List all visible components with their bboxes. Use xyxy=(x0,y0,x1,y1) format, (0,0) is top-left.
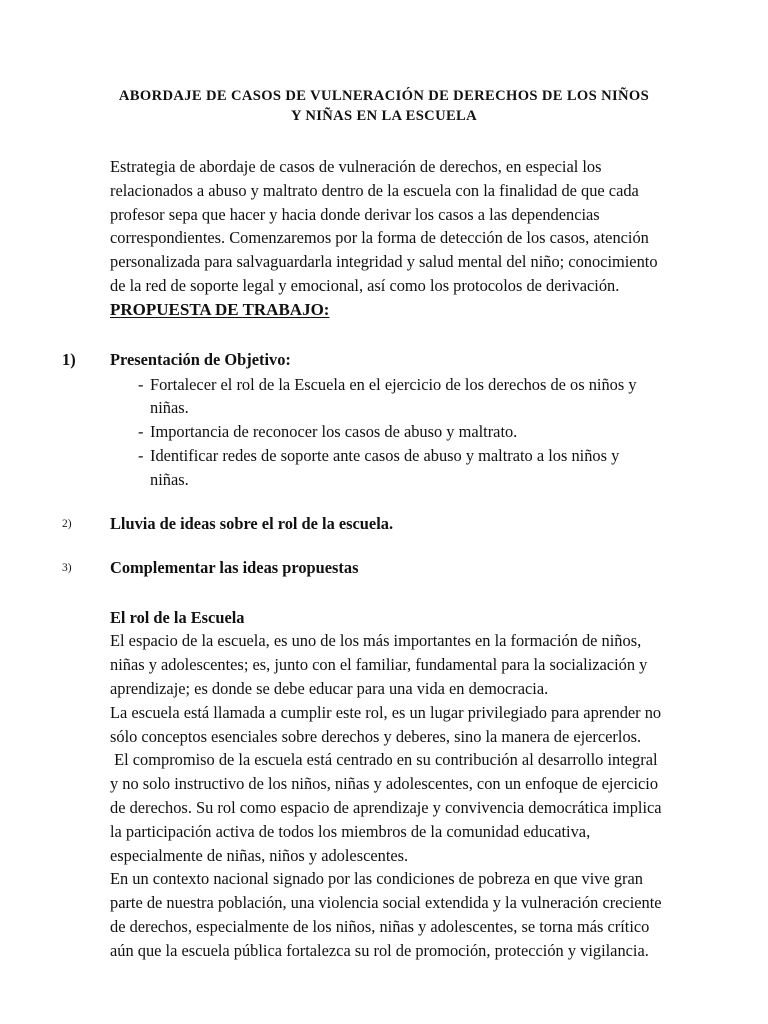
sub-bullet-text: Importancia de reconocer los casos de abuso y maltrato. xyxy=(150,422,518,442)
subsection-title: El rol de la Escuela xyxy=(110,607,245,627)
section-heading-propuesta: PROPUESTA DE TRABAJO: xyxy=(110,299,330,319)
list-item-bullets xyxy=(110,373,662,492)
proposal-list xyxy=(62,348,662,580)
subsection-paragraph: El espacio de la escuela, es uno de los más importantes en la formación de niños, niñas y adolescentes; es, junto con el familiar, fundamental para la socialización y aprendizaje; es donde se debe educar para una vida en democracia. xyxy=(110,631,652,698)
list-item-number: 2) xyxy=(62,517,72,530)
list-item-number: 1) xyxy=(62,349,76,369)
sub-bullet xyxy=(138,373,662,421)
subsection-paragraph: La escuela está llamada a cumplir este rol, es un lugar privilegiado para aprender no sólo conceptos esenciales sobre derechos y deberes, sino la manera de ejercerlos. xyxy=(110,702,666,746)
bullet-dash-icon: - xyxy=(138,422,144,442)
subsection-rol-escuela xyxy=(110,606,666,963)
document-title-line-1: ABORDAJE DE CASOS DE VULNERACIÓN DE DERECHOS DE LOS NIÑOS xyxy=(118,88,650,104)
list-item-title: Complementar las ideas propuestas xyxy=(110,557,359,577)
document-title-line-2: Y NIÑAS EN LA ESCUELA xyxy=(290,108,478,124)
subsection-paragraph: En un contexto nacional signado por las condiciones de pobreza en que vive gran parte de nuestra población, una violencia social extendida y la vulneración creciente de derechos, especialmente de los niños, niñas y adolescentes, se torna más crítico aún que la escuela pública fortalezca su rol de promoción, protección y vigilancia. xyxy=(110,869,666,960)
sub-bullet-text: Fortalecer el rol de la Escuela en el ejercicio de los derechos de os niños y niñas. xyxy=(150,374,637,418)
sub-bullet-text: Identificar redes de soporte ante casos de abuso y maltrato a los niños y niñas. xyxy=(150,445,620,489)
list-item xyxy=(62,556,662,580)
document-body xyxy=(62,155,666,963)
document-title xyxy=(110,86,658,126)
list-item-number: 3) xyxy=(62,561,72,574)
list-item-title: Lluvia de ideas sobre el rol de la escuela. xyxy=(110,513,394,533)
subsection-paragraph: El compromiso de la escuela está centrado en su contribución al desarrollo integral y no solo instructivo de los niños, niñas y adolescentes, con un enfoque de ejercicio de derechos. Su rol como espacio de aprendizaje y convivencia democrática implica la participación activa de todos los miembros de la comunidad educativa, especialmente de niñas, niños y adolescentes. xyxy=(110,750,666,865)
intro-paragraph: Estrategia de abordaje de casos de vulneración de derechos, en especial los relacionados a abuso y maltrato dentro de la escuela con la finalidad de que cada profesor sepa que hacer y hacia donde derivar los casos a las dependencias correspondientes. Comenzaremos por la forma de detección de los casos, atención personalizada para salvaguardarla integridad y salud mental del niño; conocimiento de la red de soporte legal y emocional, así como los protocolos de derivación. xyxy=(110,157,662,295)
list-item xyxy=(62,512,662,536)
sub-bullet xyxy=(138,444,662,492)
bullet-dash-icon: - xyxy=(138,445,144,465)
list-item xyxy=(62,348,662,492)
bullet-dash-icon: - xyxy=(138,374,144,394)
list-item-title: Presentación de Objetivo: xyxy=(110,349,291,369)
sub-bullet xyxy=(138,420,662,444)
spacer xyxy=(110,580,662,606)
